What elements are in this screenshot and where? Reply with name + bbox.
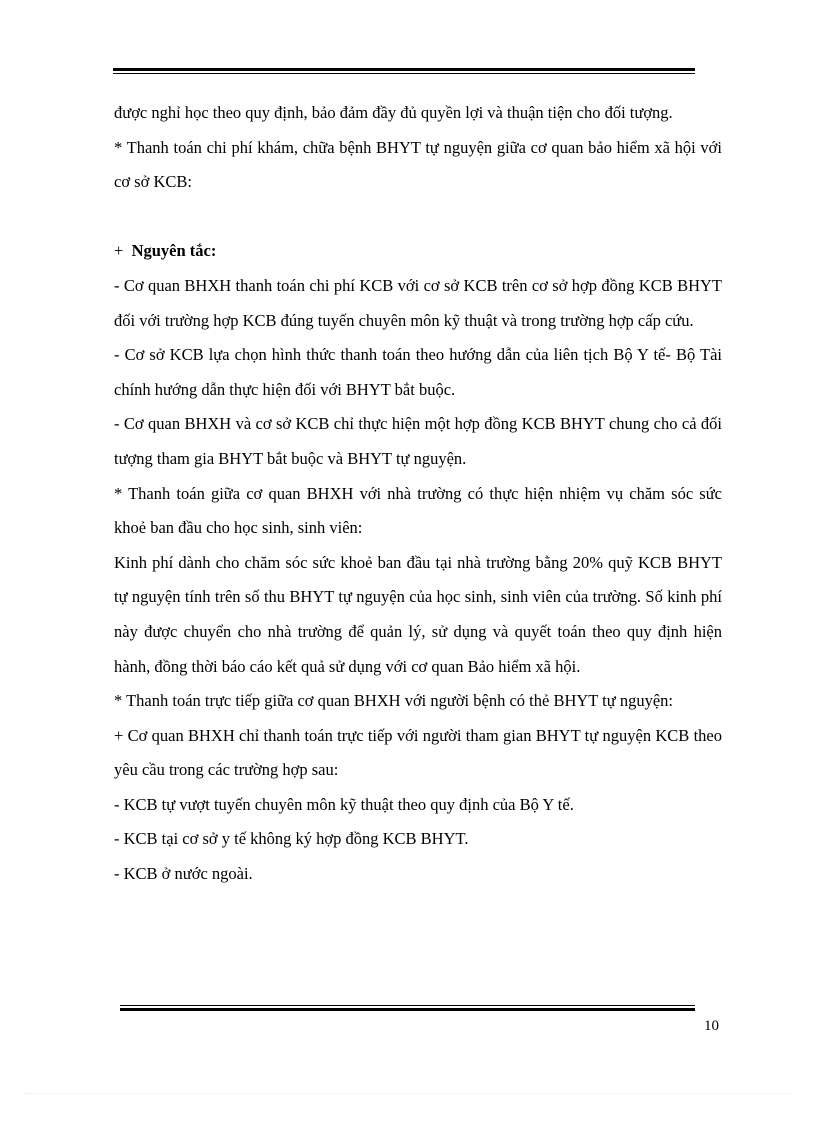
page-edge-divider bbox=[24, 1093, 792, 1094]
paragraph-section-intro: * Thanh toán chi phí khám, chữa bệnh BHYT tự nguyện giữa cơ quan bảo hiểm xã hội với cơ sở KCB: bbox=[114, 137, 722, 192]
header-rule bbox=[113, 68, 695, 74]
list-item-no-contract: - KCB tại cơ sở y tế không ký hợp đồng KCB BHYT. bbox=[114, 829, 469, 849]
paragraph-conditions: + Cơ quan BHXH chỉ thanh toán trực tiếp với người tham gian BHYT tự nguyện KCB theo yêu cầu trong các trường hợp sau: bbox=[114, 725, 722, 780]
paragraph-school-payment: * Thanh toán giữa cơ quan BHXH với nhà trường có thực hiện nhiệm vụ chăm sóc sức khoẻ ban đầu cho học sinh, sinh viên: bbox=[114, 483, 722, 538]
section-heading bbox=[114, 234, 722, 269]
blank-line bbox=[114, 200, 722, 235]
list-item-payment-method: - Cơ sở KCB lựa chọn hình thức thanh toán theo hướng dẫn của liên tịch Bộ Y tế- Bộ Tài chính hướng dẫn thực hiện đối với BHYT bắt buộc. bbox=[114, 345, 722, 399]
list-item-contract: - Cơ quan BHXH thanh toán chi phí KCB với cơ sở KCB trên cơ sở hợp đồng KCB BHYT đối với trường hợp KCB đúng tuyến chuyên môn kỹ thuật và trong trường hợp cấp cứu. bbox=[114, 275, 722, 330]
paragraph-direct-payment: * Thanh toán trực tiếp giữa cơ quan BHXH với người bệnh có thẻ BHYT tự nguyện: bbox=[114, 691, 673, 711]
heading-prefix: + bbox=[114, 241, 124, 261]
paragraph-funding: Kinh phí dành cho chăm sóc sức khoẻ ban đầu tại nhà trường bằng 20% quỹ KCB BHYT tự nguyện tính trên số thu BHYT tự nguyện của học sinh, sinh viên của trường. Số kinh phí này được chuyển cho nhà trường để quản lý, sử dụng và quyết toán theo quy định hiện hành, đồng thời báo cáo kết quả sử dụng với cơ quan Bảo hiểm xã hội. bbox=[114, 552, 722, 676]
document-body bbox=[114, 96, 722, 892]
list-item-abroad: - KCB ở nước ngoài. bbox=[114, 864, 253, 884]
footer-rule bbox=[120, 1005, 695, 1011]
list-item-over-level: - KCB tự vượt tuyến chuyên môn kỹ thuật theo quy định của Bộ Y tế. bbox=[114, 794, 574, 814]
list-item-single-contract: - Cơ quan BHXH và cơ sở KCB chỉ thực hiện một hợp đồng KCB BHYT chung cho cả đối tượng tham gia BHYT bắt buộc và BHYT tự nguyện. bbox=[114, 414, 722, 468]
page-number: 10 bbox=[704, 1018, 719, 1034]
heading-text: Nguyên tắc: bbox=[131, 241, 217, 261]
paragraph-continuation: được nghỉ học theo quy định, bảo đảm đầy đủ quyền lợi và thuận tiện cho đối tượng. bbox=[114, 103, 673, 122]
